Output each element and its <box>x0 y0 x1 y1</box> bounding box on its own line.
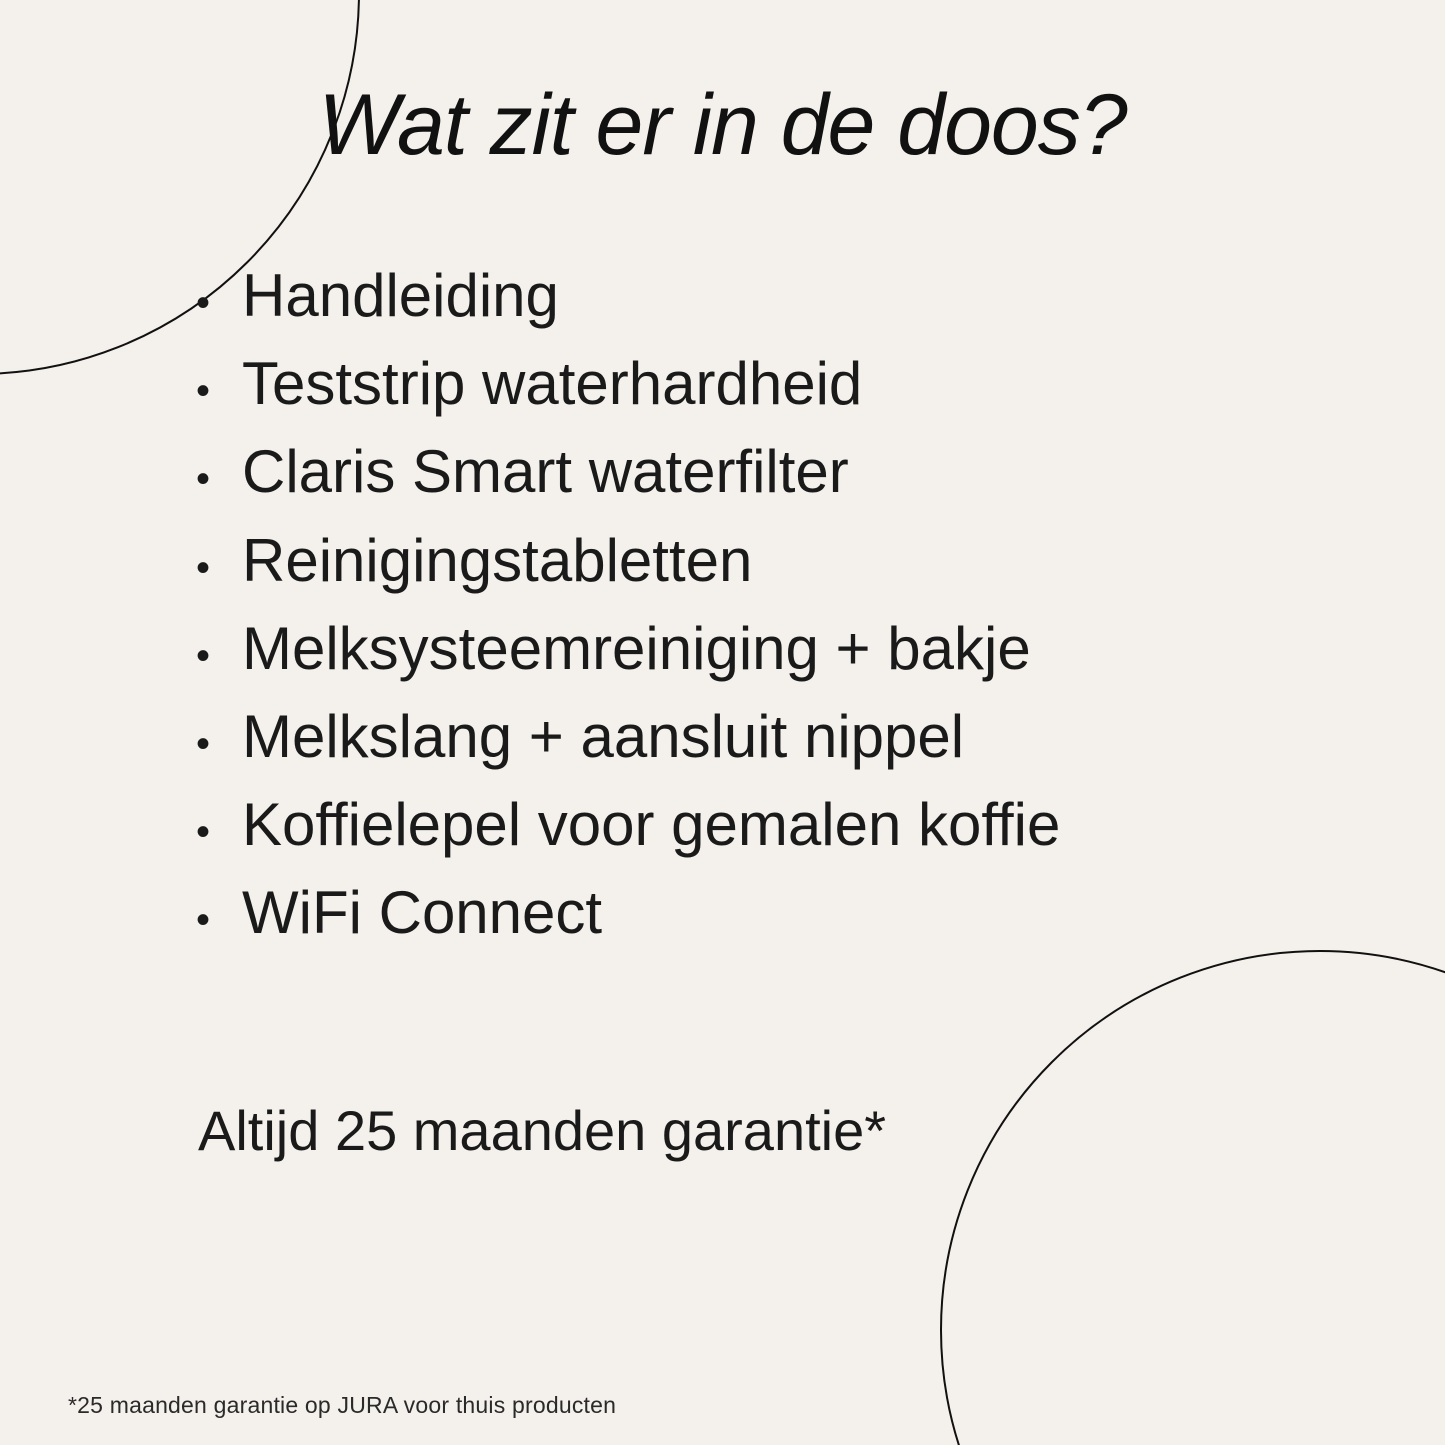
bullet-icon: • <box>196 369 211 414</box>
bullet-icon: • <box>196 810 211 855</box>
bullet-icon: • <box>196 898 211 943</box>
warranty-text: Altijd 25 maanden garantie* <box>198 1099 887 1162</box>
decorative-arc-bottom-right <box>940 950 1445 1445</box>
bullet-icon: • <box>196 281 211 325</box>
list-item-label: Reinigingstabletten <box>242 526 753 594</box>
list-item <box>196 340 1060 428</box>
list-item-label: Koffielepel voor gemalen koffie <box>242 791 1061 859</box>
list-item-label: WiFi Connect <box>242 879 603 947</box>
list-item-label: Claris Smart waterfilter <box>242 438 849 506</box>
list-item-label: Melksysteemreiniging + bakje <box>242 614 1031 682</box>
list-item <box>196 693 1060 781</box>
footnote-text: *25 maanden garantie op JURA voor thuis producten <box>68 1392 617 1418</box>
list-item-label: Teststrip waterhardheid <box>242 350 863 418</box>
page-title: Wat zit er in de doos? <box>318 77 1127 173</box>
list-item <box>196 517 1060 605</box>
bullet-icon: • <box>196 545 211 590</box>
list-item <box>196 781 1060 869</box>
list-item <box>196 605 1060 693</box>
list-item <box>196 869 1060 957</box>
bullet-icon: • <box>196 633 211 678</box>
list-item <box>196 428 1060 516</box>
bullet-icon: • <box>196 721 211 766</box>
box-contents-list <box>196 252 1060 958</box>
bullet-icon: • <box>196 457 211 502</box>
list-item-label: Handleiding <box>242 262 559 329</box>
list-item <box>196 252 1060 340</box>
list-item-label: Melkslang + aansluit nippel <box>242 702 965 770</box>
